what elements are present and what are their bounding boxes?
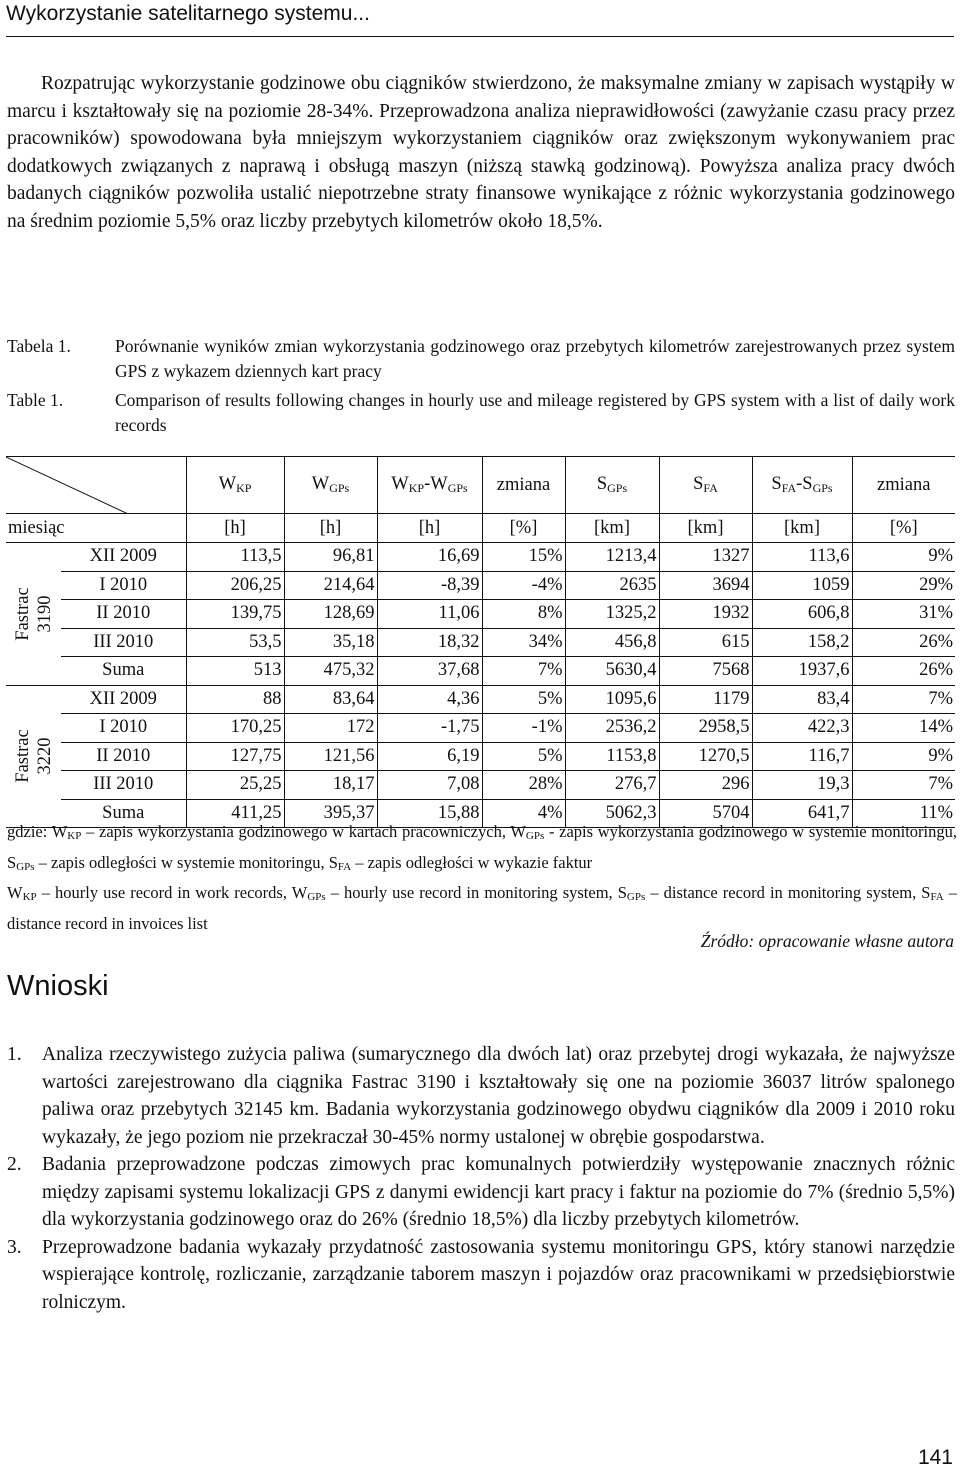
value-cell: 1095,6 bbox=[565, 685, 659, 714]
conclusions-list bbox=[7, 1041, 955, 1316]
value-cell: 31% bbox=[852, 600, 955, 629]
list-item-text: Analiza rzeczywistego zużycia paliwa (sumarycznego dla dwóch lat) oraz przebytej drogi wykazała, że najwyższe wartości zarejestrowano dla ciągnika Fastrac 3190 i kształtowały się one na poziomie 36037 litrów spalonego paliwa oraz przebytych 32145 km. Badania wykorzystania godzinowego obydwu ciągników dla 2009 i 2010 roku wykazały, że jego poziom nie przekraczał 30-45% normy ustalonej w obrębie gospodarstwa. bbox=[42, 1044, 955, 1148]
value-cell: 96,81 bbox=[284, 543, 377, 572]
unit-cell: [km] bbox=[565, 514, 659, 543]
month-cell: Suma bbox=[61, 657, 186, 686]
table-caption-en bbox=[7, 388, 955, 440]
month-cell: I 2010 bbox=[61, 714, 186, 743]
value-cell: 1179 bbox=[659, 685, 752, 714]
value-cell: 11% bbox=[852, 799, 955, 828]
month-cell: II 2010 bbox=[61, 600, 186, 629]
value-cell: 296 bbox=[659, 771, 752, 800]
table-corner-cell bbox=[6, 457, 186, 514]
tractor-name: Fastrac bbox=[12, 587, 33, 641]
value-cell: 641,7 bbox=[752, 799, 852, 828]
value-cell: 16,69 bbox=[377, 543, 482, 572]
month-cell: I 2010 bbox=[61, 571, 186, 600]
value-cell: 1325,2 bbox=[565, 600, 659, 629]
tractor-group-label bbox=[6, 543, 61, 686]
value-cell: 25,25 bbox=[186, 771, 284, 800]
unit-cell: [%] bbox=[852, 514, 955, 543]
notes-en: $W_{KP}$ – hourly use record in work records, $W_{GPs}$ – hourly use record in monitoring system, $S_{GPs}$ – distance record in monitoring system, $S_{FA}$ – distance record in invoices list bbox=[7, 883, 958, 933]
value-cell: 113,5 bbox=[186, 543, 284, 572]
value-cell: 127,75 bbox=[186, 742, 284, 771]
value-cell: 34% bbox=[482, 628, 565, 657]
value-cell: 121,56 bbox=[284, 742, 377, 771]
tractor-model: 3190 bbox=[34, 595, 55, 633]
value-cell: 9% bbox=[852, 742, 955, 771]
list-item bbox=[7, 1234, 955, 1317]
value-cell: 28% bbox=[482, 771, 565, 800]
value-cell: 5630,4 bbox=[565, 657, 659, 686]
value-cell: 475,32 bbox=[284, 657, 377, 686]
value-cell: 19,3 bbox=[752, 771, 852, 800]
value-cell: 172 bbox=[284, 714, 377, 743]
table-row bbox=[6, 543, 955, 572]
value-cell: 7568 bbox=[659, 657, 752, 686]
value-cell: 128,69 bbox=[284, 600, 377, 629]
value-cell: 206,25 bbox=[186, 571, 284, 600]
value-cell: -1% bbox=[482, 714, 565, 743]
value-cell: -8,39 bbox=[377, 571, 482, 600]
table-row bbox=[6, 771, 955, 800]
col-header-s-diff: $S_{FA}-S_{GPs}$ bbox=[752, 457, 852, 514]
month-cell: Suma bbox=[61, 799, 186, 828]
value-cell: 9% bbox=[852, 543, 955, 572]
col-header-s-fa: $S_{FA}$ bbox=[659, 457, 752, 514]
month-cell: XII 2009 bbox=[61, 685, 186, 714]
value-cell: 29% bbox=[852, 571, 955, 600]
value-cell: 53,5 bbox=[186, 628, 284, 657]
month-cell: II 2010 bbox=[61, 742, 186, 771]
value-cell: 83,64 bbox=[284, 685, 377, 714]
value-cell: 7% bbox=[852, 685, 955, 714]
tractor-group-label bbox=[6, 685, 61, 828]
table-row bbox=[6, 628, 955, 657]
value-cell: 1153,8 bbox=[565, 742, 659, 771]
unit-cell: [km] bbox=[752, 514, 852, 543]
list-item-number: 2. bbox=[7, 1154, 22, 1175]
table-row bbox=[6, 714, 955, 743]
unit-cell: [km] bbox=[659, 514, 752, 543]
value-cell: 26% bbox=[852, 628, 955, 657]
value-cell: 411,25 bbox=[186, 799, 284, 828]
header-rule bbox=[6, 36, 954, 37]
value-cell: 170,25 bbox=[186, 714, 284, 743]
value-cell: 2958,5 bbox=[659, 714, 752, 743]
value-cell: 513 bbox=[186, 657, 284, 686]
tractor-model: 3220 bbox=[34, 737, 55, 775]
intro-paragraph: Rozpatrując wykorzystanie godzinowe obu ciągników stwierdzono, że maksymalne zmiany w zapisach wystąpiły w marcu i kształtowały się na poziomie 28-34%. Przeprowadzona analiza nieprawidłowości (zawyżanie czasu pracy przez pracowników) spowodowana była mniejszym wykorzystaniem ciągników oraz zwiększonym wykonywaniem prac dodatkowych związanych z naprawą i obsługą maszyn (niższą stawką godzinową). Powyższa analiza pracy dwóch badanych ciągników pozwoliła ustalić niepotrzebne straty finansowe wynikające z różnic wykorzystania godzinowego na średnim poziomie 5,5% oraz liczby przebytych kilometrów około 18,5%. bbox=[7, 73, 955, 232]
value-cell: 1270,5 bbox=[659, 742, 752, 771]
value-cell: 26% bbox=[852, 657, 955, 686]
value-cell: 456,8 bbox=[565, 628, 659, 657]
value-cell: 2635 bbox=[565, 571, 659, 600]
value-cell: 88 bbox=[186, 685, 284, 714]
col-header-w-gps: $W_{GPs}$ bbox=[284, 457, 377, 514]
value-cell: 15,88 bbox=[377, 799, 482, 828]
value-cell: 214,64 bbox=[284, 571, 377, 600]
table-row bbox=[6, 685, 955, 714]
unit-cell: [%] bbox=[482, 514, 565, 543]
value-cell: 422,3 bbox=[752, 714, 852, 743]
value-cell: 35,18 bbox=[284, 628, 377, 657]
value-cell: 83,4 bbox=[752, 685, 852, 714]
list-item-number: 1. bbox=[7, 1044, 22, 1065]
value-cell: 14% bbox=[852, 714, 955, 743]
corner-diagonal-line bbox=[6, 457, 186, 514]
value-cell: 3694 bbox=[659, 571, 752, 600]
col-header-change-km: zmiana bbox=[852, 457, 955, 514]
value-cell: 1059 bbox=[752, 571, 852, 600]
table-row bbox=[6, 571, 955, 600]
value-cell: 7,08 bbox=[377, 771, 482, 800]
value-cell: 1213,4 bbox=[565, 543, 659, 572]
value-cell: 5062,3 bbox=[565, 799, 659, 828]
value-cell: 8% bbox=[482, 600, 565, 629]
value-cell: 1937,6 bbox=[752, 657, 852, 686]
value-cell: 615 bbox=[659, 628, 752, 657]
list-item-number: 3. bbox=[7, 1236, 22, 1258]
value-cell: 2536,2 bbox=[565, 714, 659, 743]
list-item-text: Badania przeprowadzone podczas zimowych prac komunalnych potwierdziły występowanie znacznych różnic między zapisami systemu lokalizacji GPS z danymi ewidencji kart pracy i faktur na poziomie do 7% (średnio 5,5%) dla wykorzystania godzinowego oraz do 26% (średnio 18,5%) dla liczby przebytych kilometrów. bbox=[42, 1154, 955, 1230]
month-label: miesiąc bbox=[6, 514, 186, 543]
table-header-row bbox=[6, 457, 955, 514]
value-cell: 6,19 bbox=[377, 742, 482, 771]
unit-cell: [h] bbox=[284, 514, 377, 543]
value-cell: 113,6 bbox=[752, 543, 852, 572]
value-cell: 18,17 bbox=[284, 771, 377, 800]
month-cell: III 2010 bbox=[61, 771, 186, 800]
section-title: Wnioski bbox=[7, 970, 109, 1002]
notes-pl: gdzie: $W_{KP}$ – zapis wykorzystania godzinowego w kartach pracowniczych, $W_{GPs}$ - zapis wykorzystania godzinowego w systemie monitoringu, $S_{GPs}$ – zapis odległości w systemie monitoringu, $S_{FA}$ – zapis odległości w wykazie faktur bbox=[7, 822, 958, 873]
table-caption-en-label: Table 1. bbox=[7, 390, 64, 410]
unit-cell: [h] bbox=[186, 514, 284, 543]
table-caption-pl-text: Porównanie wyników zmian wykorzystania godzinowego oraz przebytych kilometrów zarejestrowanych przez system GPS z wykazem dziennych kart pracy bbox=[115, 336, 955, 381]
value-cell: 7% bbox=[852, 771, 955, 800]
tractor-name: Fastrac bbox=[12, 729, 33, 783]
value-cell: 1932 bbox=[659, 600, 752, 629]
month-cell: XII 2009 bbox=[61, 543, 186, 572]
value-cell: 1327 bbox=[659, 543, 752, 572]
value-cell: 116,7 bbox=[752, 742, 852, 771]
col-header-w-diff: $W_{KP}-W_{GPs}$ bbox=[377, 457, 482, 514]
value-cell: 4,36 bbox=[377, 685, 482, 714]
source-note: Źródło: opracowanie własne autora bbox=[700, 931, 954, 951]
value-cell: 5% bbox=[482, 742, 565, 771]
table-caption-pl-label: Tabela 1. bbox=[7, 336, 71, 356]
value-cell: 37,68 bbox=[377, 657, 482, 686]
list-item-text: Przeprowadzone badania wykazały przydatność zastosowania systemu monitoringu GPS, który stanowi narzędzie wspierające kontrolę, rozliczanie, zarządzanie taborem maszyn i pojazdów oraz pracownikami w przedsiębiorstwie rolniczym. bbox=[42, 1236, 955, 1313]
value-cell: -4% bbox=[482, 571, 565, 600]
value-cell: 139,75 bbox=[186, 600, 284, 629]
unit-cell: [h] bbox=[377, 514, 482, 543]
value-cell: 4% bbox=[482, 799, 565, 828]
value-cell: 18,32 bbox=[377, 628, 482, 657]
month-cell: III 2010 bbox=[61, 628, 186, 657]
running-head: Wykorzystanie satelitarnego systemu... bbox=[6, 2, 370, 25]
value-cell: -1,75 bbox=[377, 714, 482, 743]
table-caption-en-text: Comparison of results following changes in hourly use and mileage registered by GPS system with a list of daily work records bbox=[115, 390, 955, 435]
value-cell: 276,7 bbox=[565, 771, 659, 800]
list-item bbox=[7, 1151, 955, 1234]
col-header-s-gps: $S_{GPs}$ bbox=[565, 457, 659, 514]
page-number: 141 bbox=[917, 1446, 953, 1469]
col-header-change-h: zmiana bbox=[482, 457, 565, 514]
value-cell: 395,37 bbox=[284, 799, 377, 828]
table-caption-pl bbox=[7, 334, 955, 386]
table-row bbox=[6, 657, 955, 686]
value-cell: 15% bbox=[482, 543, 565, 572]
value-cell: 5704 bbox=[659, 799, 752, 828]
results-table bbox=[6, 456, 955, 828]
col-header-w-kp: $W_{KP}$ bbox=[186, 457, 284, 514]
value-cell: 5% bbox=[482, 685, 565, 714]
value-cell: 11,06 bbox=[377, 600, 482, 629]
value-cell: 606,8 bbox=[752, 600, 852, 629]
value-cell: 158,2 bbox=[752, 628, 852, 657]
table-row bbox=[6, 600, 955, 629]
value-cell: 7% bbox=[482, 657, 565, 686]
table-notes bbox=[7, 819, 957, 936]
table-row bbox=[6, 742, 955, 771]
list-item bbox=[7, 1041, 955, 1151]
table-units-row bbox=[6, 514, 955, 543]
